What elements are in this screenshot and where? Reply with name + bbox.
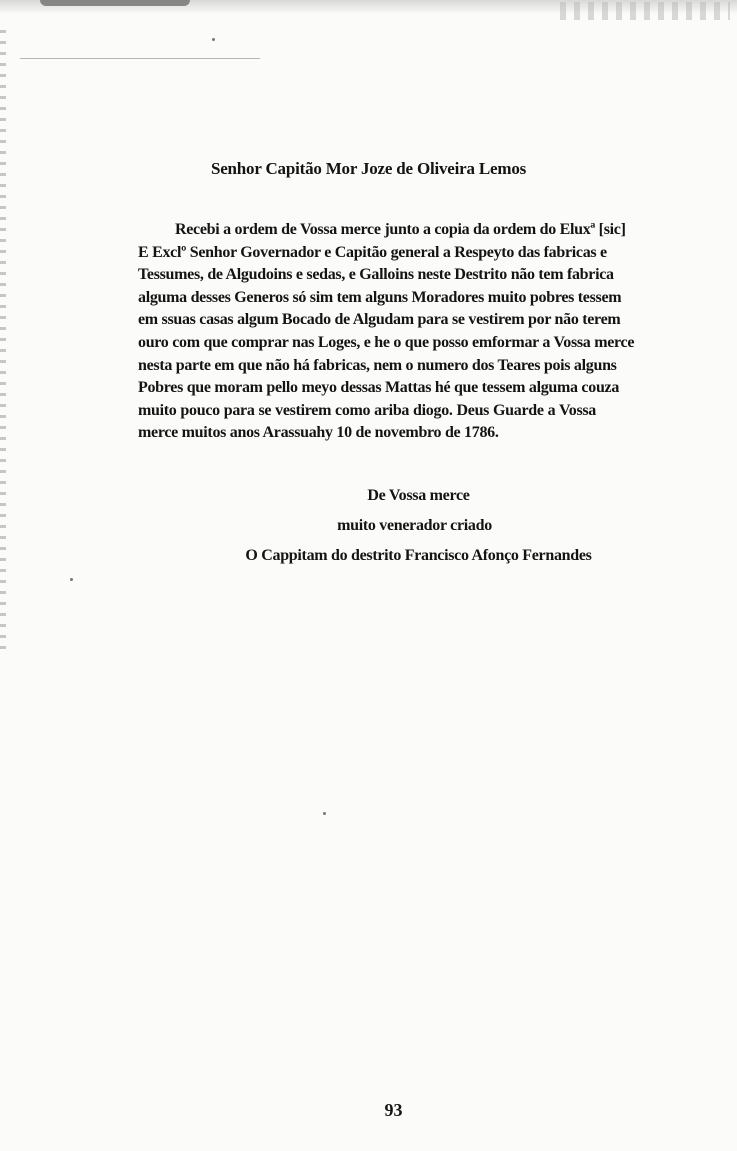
closing-servant: muito venerador criado bbox=[337, 517, 492, 534]
body-line: merce muitos anos Arassuahy 10 de novembro de 1786. bbox=[138, 424, 499, 442]
scan-artifact-top-right bbox=[560, 2, 730, 20]
scan-speck bbox=[70, 578, 73, 581]
body-line: muito pouco para se vestirem como ariba diogo. Deus Guarde a Vossa bbox=[138, 401, 596, 419]
scan-edge-left bbox=[0, 30, 6, 650]
body-line: Tessumes, de Algudoins e sedas, e Galloins neste Destrito não tem fabrica bbox=[138, 266, 614, 284]
letter-heading: Senhor Capitão Mor Joze de Oliveira Lemos bbox=[210, 159, 527, 178]
closing-signature: O Cappitam do destrito Francisco Afonço Fernandes bbox=[245, 547, 592, 564]
scan-artifact-top bbox=[40, 0, 190, 6]
body-line: E Exclº Senhor Governador e Capitão general a Respeyto das fabricas e bbox=[138, 243, 607, 261]
letter-body bbox=[138, 219, 635, 445]
scan-artifact-line bbox=[20, 58, 260, 59]
page-number: 93 bbox=[384, 1100, 403, 1120]
body-line: alguma desses Generos só sim tem alguns Moradores muito pobres tessem bbox=[138, 288, 622, 306]
body-line: ouro com que comprar nas Loges, e he o que posso emformar a Vossa merce bbox=[138, 333, 635, 351]
closing-salutation: De Vossa merce bbox=[367, 487, 470, 504]
body-line: nesta parte em que não há fabricas, nem o numero dos Teares pois alguns bbox=[138, 356, 617, 374]
scan-speck bbox=[323, 812, 326, 815]
body-line: Recebi a ordem de Vossa merce junto a copia da ordem do Eluxª [sic] bbox=[175, 221, 626, 238]
scan-speck bbox=[212, 38, 215, 41]
body-line: Pobres que moram pello meyo dessas Mattas hé que tessem alguma couza bbox=[138, 379, 620, 397]
body-line: em ssuas casas algum Bocado de Algudam para se vestirem por não terem bbox=[138, 311, 621, 329]
